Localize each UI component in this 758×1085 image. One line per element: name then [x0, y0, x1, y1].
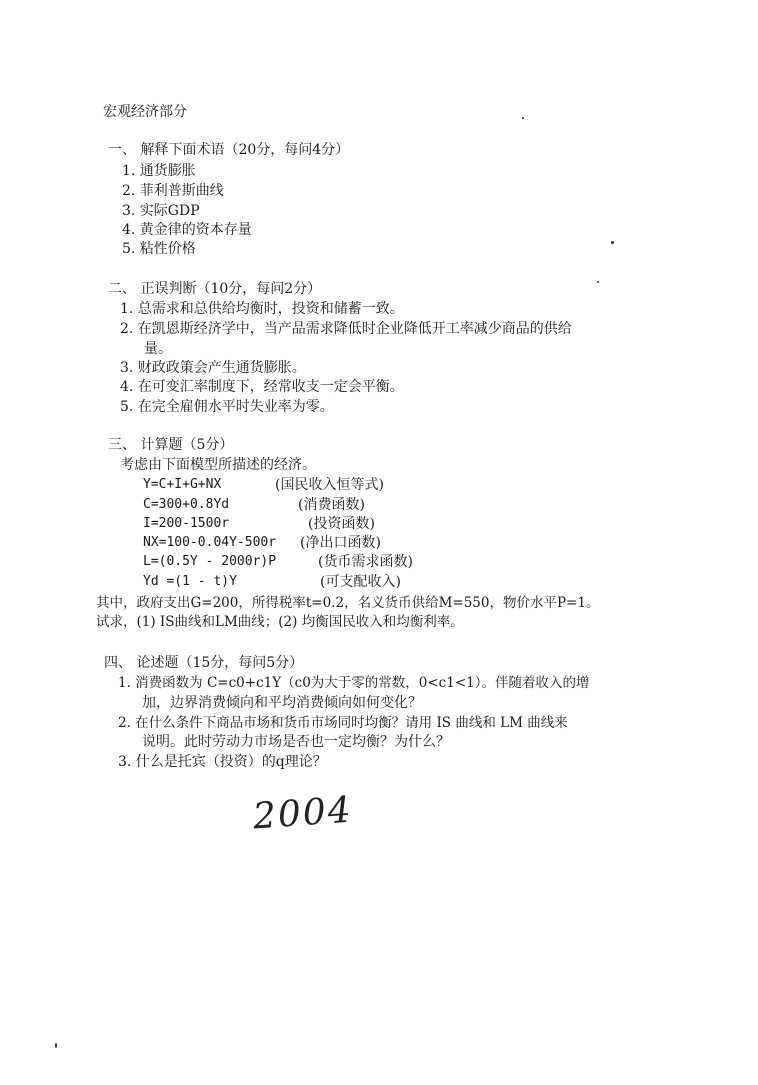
handwritten-year: 2004	[251, 789, 354, 838]
section-3-intro: 考虑由下面模型所描述的经济。	[120, 457, 316, 473]
equation: Y=C+I+G+NX	[143, 477, 222, 492]
equation: Yd =(1 - t)Y	[143, 574, 237, 589]
page-title: 宏观经济部分	[103, 104, 187, 120]
equation: I=200-1500r	[143, 516, 230, 531]
list-item: 量。	[144, 341, 172, 357]
list-item: 4. 黄金律的资本存量	[122, 222, 252, 238]
list-item: 1. 总需求和总供给均衡时，投资和储蓄一致。	[120, 301, 404, 317]
list-item: 5. 在完全雇佣水平时失业率为零。	[120, 399, 334, 415]
scan-speck	[522, 117, 524, 119]
equation-note: (投资函数)	[308, 516, 375, 532]
list-item: 4. 在可变汇率制度下，经常收支一定会平衡。	[120, 379, 404, 395]
list-item: 5. 粘性价格	[122, 241, 196, 257]
list-item: 3. 实际GDP	[122, 203, 200, 219]
equation-note: (国民收入恒等式)	[275, 477, 384, 493]
section-3-given: 其中，政府支出G=200，所得税率t=0.2，名义货币供给M=550，物价水平P=1。	[96, 595, 600, 611]
list-item: 1. 通货膨胀	[122, 163, 196, 179]
list-item: 2. 在什么条件下商品市场和货币市场同时均衡？请用 IS 曲线和 LM 曲线来	[118, 715, 568, 731]
section-4-heading: 四、 论述题（15分，每问5分）	[104, 655, 304, 671]
equation-note: (净出口函数)	[300, 535, 381, 551]
equation-note: (消费函数)	[298, 497, 365, 513]
section-3-question: 试求，(1) IS曲线和LM曲线；(2) 均衡国民收入和均衡利率。	[96, 614, 464, 630]
section-3-heading: 三、 计算题（5分）	[108, 437, 234, 453]
equation: C=300+0.8Yd	[143, 497, 230, 512]
section-2-heading: 二、 正误判断（10分，每问2分）	[108, 281, 322, 297]
section-1-heading: 一、 解释下面术语（20分，每问4分）	[108, 142, 350, 158]
list-item: 3. 财政政策会产生通货膨胀。	[120, 360, 306, 376]
equation-note: (货币需求函数)	[318, 554, 413, 570]
scan-speck	[597, 281, 599, 283]
list-item: 3. 什么是托宾（投资）的q理论？	[118, 754, 327, 770]
scan-speck	[55, 1043, 57, 1048]
scan-speck	[611, 241, 614, 244]
equation: NX=100-0.04Y-500r	[143, 535, 277, 550]
list-item: 2. 菲利普斯曲线	[122, 183, 224, 199]
equation: L=(0.5Y - 2000r)P	[143, 554, 277, 569]
list-item: 1. 消费函数为 C=c0+c1Y（c0为大于零的常数，0<c1<1）。伴随着收入的增	[118, 675, 590, 691]
list-item: 说明。此时劳动力市场是否也一定均衡？为什么？	[142, 734, 450, 750]
list-item: 加，边界消费倾向和平均消费倾向如何变化？	[142, 695, 422, 711]
equation-note: (可支配收入)	[320, 574, 401, 590]
list-item: 2. 在凯恩斯经济学中，当产品需求降低时企业降低开工率减少商品的供给	[120, 321, 572, 337]
